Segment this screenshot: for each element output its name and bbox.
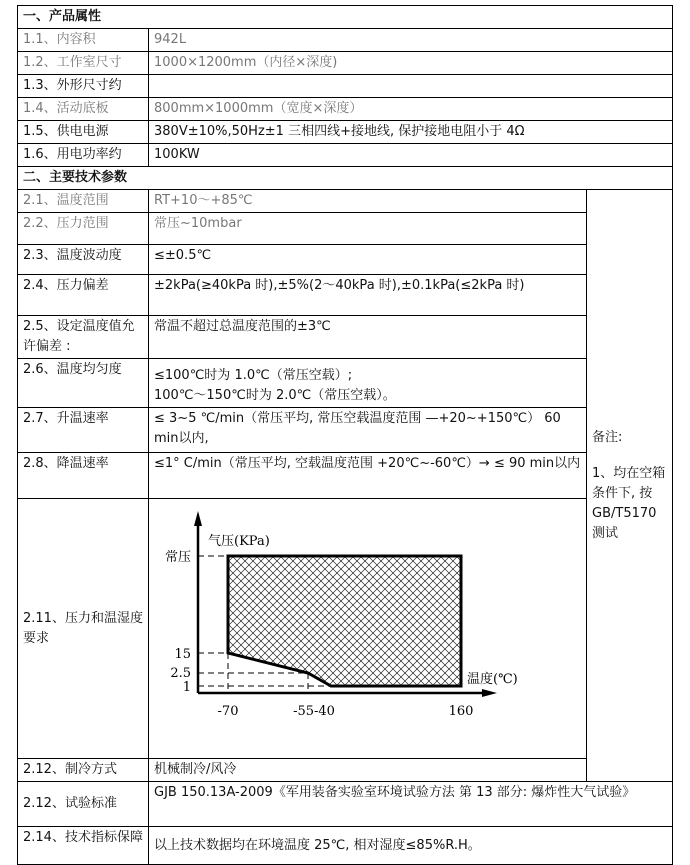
row-label: 1.3、外形尺寸约: [18, 75, 149, 98]
row-value: ≤ 3~5 ℃/min（常压平均, 常压空载温度范围 —+20~+150℃） 60 min以内,: [149, 408, 587, 453]
row-label: 2.7、升温速率: [18, 408, 149, 453]
row-label: 2.6、温度均匀度: [18, 359, 149, 408]
row-label: 2.1、温度范围: [18, 190, 149, 213]
row-label: 2.5、设定温度值允许偏差 :: [18, 316, 149, 359]
row-value: ≤±0.5℃: [149, 245, 587, 275]
value-line-2: 100℃～150℃时为 2.0℃（常压空载）。: [154, 388, 396, 403]
section-title: 二、主要技术参数: [18, 167, 673, 190]
row-label: 2.3、温度波动度: [18, 245, 149, 275]
row-value: 942L: [149, 29, 673, 52]
row-label: 1.2、工作室尺寸: [18, 52, 149, 75]
x-tick: 160: [448, 704, 474, 719]
note-title: 备注:: [592, 429, 623, 445]
x-tick: -55-40: [293, 704, 335, 719]
spec-table: [17, 5, 673, 865]
row-value: [149, 75, 673, 98]
row-label: 2.14、技术指标保障: [18, 827, 149, 865]
y-tick: 15: [174, 647, 191, 662]
row-label: 2.12、试验标准: [18, 782, 149, 827]
note-text: 1、均在空箱条件下, 按 GB/T5170 测试: [592, 465, 666, 541]
row-label: 1.5、供电电源: [18, 121, 149, 144]
note-cell: [587, 190, 673, 782]
y-axis-arrow: [194, 511, 202, 526]
row-value: 800mm×1000mm（宽度×深度）: [149, 98, 673, 121]
value-line-1: ≤100℃时为 1.0℃（常压空载）;: [154, 368, 353, 383]
x-axis-label: 温度(℃): [467, 672, 518, 687]
row-value: 常压~10mbar: [149, 213, 587, 245]
section-title: 一、产品属性: [18, 6, 673, 29]
row-value: 机械制冷/风冷: [149, 759, 587, 782]
row-value: 常温不超过总温度范围的±3℃: [149, 316, 587, 359]
row-value: ≤1° C/min（常压平均, 空载温度范围 +20℃~-60℃）→ ≤ 90 min以内: [149, 453, 587, 499]
row-value: 1000×1200mm（内径×深度): [149, 52, 673, 75]
diagram-cell: [149, 499, 587, 759]
y-tick: 常压: [164, 550, 191, 565]
y-axis-label: 气压(KPa): [208, 534, 270, 549]
y-tick: 2.5: [170, 666, 191, 681]
row-label: 2.11、压力和温湿度要求: [18, 499, 149, 759]
row-value: GJB 150.13A-2009《军用装备实验室环境试验方法 第 13 部分: 爆炸性大气试验》: [149, 782, 673, 827]
x-axis-arrow: [482, 689, 497, 697]
row-label: 2.2、压力范围: [18, 213, 149, 245]
pressure-temperature-diagram: [149, 499, 586, 751]
row-label: 1.1、内容积: [18, 29, 149, 52]
operating-region: [228, 556, 461, 686]
row-value: 380V±10%,50Hz±1 三相四线+接地线, 保护接地电阻小于 4Ω: [149, 121, 673, 144]
row-value: ±2kPa(≥40kPa 时),±5%(2～40kPa 时),±0.1kPa(≤2kPa 时): [149, 275, 587, 316]
x-tick: -70: [217, 704, 239, 719]
row-label: 1.4、活动底板: [18, 98, 149, 121]
row-label: 2.12、制冷方式: [18, 759, 149, 782]
row-value: 以上技术数据均在环境温度 25℃, 相对湿度≤85%R.H。: [149, 827, 673, 865]
row-label: 2.8、降温速率: [18, 453, 149, 499]
y-tick: 1: [182, 680, 191, 695]
row-value: 100KW: [149, 144, 673, 167]
row-value: [149, 359, 587, 408]
row-value: RT+10～+85℃: [149, 190, 587, 213]
row-label: 2.4、压力偏差: [18, 275, 149, 316]
row-label: 1.6、用电功率约: [18, 144, 149, 167]
